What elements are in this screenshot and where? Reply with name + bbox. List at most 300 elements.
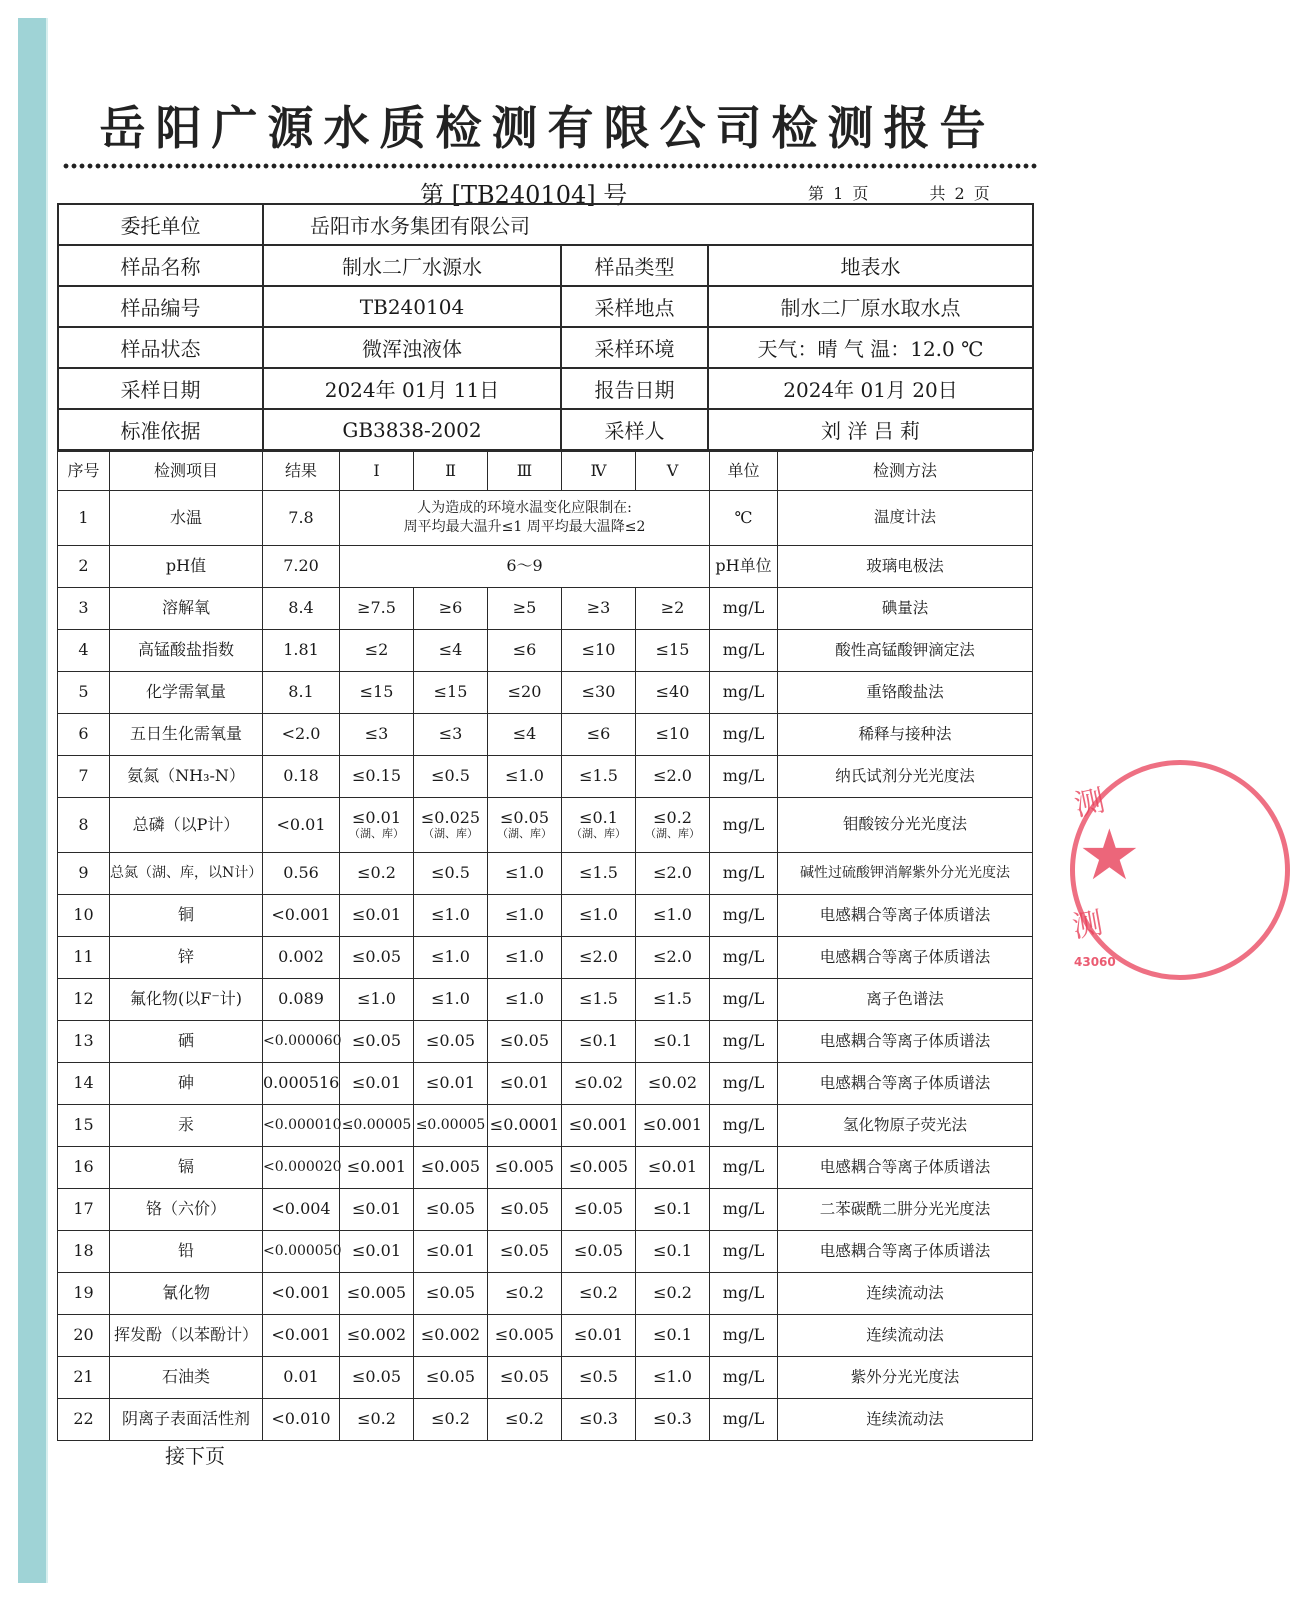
row-unit: mg/L — [710, 1273, 778, 1315]
limit-value: ≤0.025 — [420, 808, 481, 828]
row-class2-limit: ≤0.5 — [414, 756, 488, 798]
row-no: 2 — [58, 546, 110, 588]
row-result: 0.01 — [263, 1357, 340, 1399]
row-item: 硒 — [110, 1021, 263, 1063]
col-unit-header: 单位 — [710, 452, 778, 491]
row-class1-limit: ≤0.15 — [340, 756, 414, 798]
row-no: 18 — [58, 1231, 110, 1273]
sample-id-value: TB240104 — [263, 286, 561, 327]
row-method: 电感耦合等离子体质谱法 — [778, 1231, 1033, 1273]
row-item: 石油类 — [110, 1357, 263, 1399]
sampling-date-label: 采样日期 — [58, 368, 263, 409]
row-class5-limit: ≤0.2 — [636, 1273, 710, 1315]
table-header-row — [58, 452, 1033, 491]
lake-reservoir-note: （湖、库） — [423, 826, 478, 840]
row-class5-limit: ≤40 — [636, 672, 710, 714]
row-unit: mg/L — [710, 672, 778, 714]
table-row — [58, 979, 1033, 1021]
row-class4-limit: ≤1.5 — [562, 853, 636, 895]
results-table — [57, 451, 1033, 1441]
limit-value: ≤0.2 — [653, 808, 692, 828]
row-class1-limit: ≤1.0 — [340, 979, 414, 1021]
table-row — [58, 1231, 1033, 1273]
row-class1-limit: ≤0.001 — [340, 1147, 414, 1189]
sample-name-value: 制水二厂水源水 — [263, 245, 561, 286]
row-class3-limit: ≤0.05 — [488, 1189, 562, 1231]
row-class1-limit: ≤0.002 — [340, 1315, 414, 1357]
row-item: 阴离子表面活性剂 — [110, 1399, 263, 1441]
red-seal-stamp — [1069, 760, 1141, 980]
col-class4-header: Ⅳ — [562, 452, 636, 491]
row-class5-limit: ≤2.0 — [636, 937, 710, 979]
site-value: 制水二厂原水取水点 — [708, 286, 1033, 327]
row-result: <0.004 — [263, 1189, 340, 1231]
col-class5-header: Ⅴ — [636, 452, 710, 491]
table-row — [58, 546, 1033, 588]
table-row — [58, 1315, 1033, 1357]
row-class2-limit: ≤0.05 — [414, 1189, 488, 1231]
seal-text-top: 测 — [1071, 783, 1109, 824]
row-class3-limit: ≤0.005 — [488, 1315, 562, 1357]
row-class5-limit: ≤10 — [636, 714, 710, 756]
row-item: 铅 — [110, 1231, 263, 1273]
row-no: 16 — [58, 1147, 110, 1189]
row-result: 0.089 — [263, 979, 340, 1021]
seal-code: 43060 — [1074, 955, 1116, 969]
row-class4-limit: ≤0.2 — [562, 1273, 636, 1315]
row-class5-limit: ≤2.0 — [636, 853, 710, 895]
row-unit: mg/L — [710, 1357, 778, 1399]
row-class4-limit: ≤0.02 — [562, 1063, 636, 1105]
row-no: 5 — [58, 672, 110, 714]
row-class4-limit: ≤0.005 — [562, 1147, 636, 1189]
row-class3-limit: ≥5 — [488, 588, 562, 630]
row-method: 离子色谱法 — [778, 979, 1033, 1021]
row-class3-limit: ≤0.2 — [488, 1399, 562, 1441]
row-class4-limit: ≤0.05 — [562, 1189, 636, 1231]
row-result: 7.8 — [263, 491, 340, 546]
row-item: 溶解氧 — [110, 588, 263, 630]
row-class4-limit: ≤2.0 — [562, 937, 636, 979]
state-label: 样品状态 — [58, 327, 263, 368]
info-row-standard — [58, 409, 1033, 450]
sample-name-label: 样品名称 — [58, 245, 263, 286]
row-item: 化学需氧量 — [110, 672, 263, 714]
seal-star-icon: ★ — [1078, 814, 1141, 896]
row-unit: mg/L — [710, 895, 778, 937]
scan-edge-stripe — [18, 18, 46, 1583]
row-no: 22 — [58, 1399, 110, 1441]
row-class1-limit: ≤2 — [340, 630, 414, 672]
row-no: 1 — [58, 491, 110, 546]
row-class4-limit: ≤30 — [562, 672, 636, 714]
table-row — [58, 853, 1033, 895]
row-class2-limit: ≥6 — [414, 588, 488, 630]
row-class1-limit: ≤0.2 — [340, 1399, 414, 1441]
row-class4-limit: ≤6 — [562, 714, 636, 756]
table-row — [58, 630, 1033, 672]
row-unit: mg/L — [710, 714, 778, 756]
row-class3-limit: ≤6 — [488, 630, 562, 672]
row-class5-limit: ≤0.1 — [636, 1189, 710, 1231]
row-no: 8 — [58, 798, 110, 853]
row-no: 7 — [58, 756, 110, 798]
row-method: 稀释与接种法 — [778, 714, 1033, 756]
info-row-client — [58, 204, 1033, 245]
row-class4-limit — [562, 798, 636, 853]
row-no: 12 — [58, 979, 110, 1021]
row-class2-limit: ≤0.05 — [414, 1357, 488, 1399]
table-row — [58, 1357, 1033, 1399]
row-class3-limit: ≤0.2 — [488, 1273, 562, 1315]
info-row-state — [58, 327, 1033, 368]
row-item: 五日生化需氧量 — [110, 714, 263, 756]
row-method: 酸性高锰酸钾滴定法 — [778, 630, 1033, 672]
row-method: 氢化物原子荧光法 — [778, 1105, 1033, 1147]
row-unit: mg/L — [710, 1399, 778, 1441]
row-class4-limit: ≤0.1 — [562, 1021, 636, 1063]
lake-reservoir-note: （湖、库） — [497, 826, 552, 840]
row-class1-limit: ≤0.2 — [340, 853, 414, 895]
row-class2-limit — [414, 798, 488, 853]
row-method: 温度计法 — [778, 491, 1033, 546]
row-result: <0.000010 — [263, 1105, 340, 1147]
row-class3-limit: ≤0.005 — [488, 1147, 562, 1189]
row-class3-limit: ≤0.05 — [488, 1231, 562, 1273]
info-row-date — [58, 368, 1033, 409]
row-item: 氨氮（NH₃-N） — [110, 756, 263, 798]
page-edge — [46, 18, 48, 1583]
row-item: 总氮（湖、库，以N计） — [110, 853, 263, 895]
sample-id-label: 样品编号 — [58, 286, 263, 327]
dotted-divider — [62, 163, 1037, 169]
water-temp-note — [340, 491, 710, 546]
row-unit: mg/L — [710, 1021, 778, 1063]
row-class4-limit: ≤0.3 — [562, 1399, 636, 1441]
row-result: <0.001 — [263, 895, 340, 937]
col-class3-header: Ⅲ — [488, 452, 562, 491]
row-result: 0.000516 — [263, 1063, 340, 1105]
row-class2-limit: ≤1.0 — [414, 937, 488, 979]
row-method: 碱性过硫酸钾消解紫外分光光度法 — [778, 853, 1033, 895]
row-unit: mg/L — [710, 979, 778, 1021]
row-class4-limit: ≤10 — [562, 630, 636, 672]
row-class3-limit: ≤1.0 — [488, 895, 562, 937]
site-label: 采样地点 — [561, 286, 708, 327]
table-row — [58, 672, 1033, 714]
row-item: 砷 — [110, 1063, 263, 1105]
row-item: 氟化物(以F⁻计) — [110, 979, 263, 1021]
sample-info-table — [57, 203, 1034, 451]
sample-type-label: 样品类型 — [561, 245, 708, 286]
table-row — [58, 1147, 1033, 1189]
row-method: 电感耦合等离子体质谱法 — [778, 1021, 1033, 1063]
row-result: <0.000020 — [263, 1147, 340, 1189]
row-class2-limit: ≤1.0 — [414, 895, 488, 937]
row-class4-limit: ≤1.0 — [562, 895, 636, 937]
row-result: <0.001 — [263, 1315, 340, 1357]
row-class2-limit: ≤0.01 — [414, 1231, 488, 1273]
row-method: 电感耦合等离子体质谱法 — [778, 895, 1033, 937]
table-row — [58, 588, 1033, 630]
row-class5-limit: ≥2 — [636, 588, 710, 630]
row-class2-limit: ≤0.5 — [414, 853, 488, 895]
row-item: pH值 — [110, 546, 263, 588]
standard-label: 标准依据 — [58, 409, 263, 450]
row-result: <0.000050 — [263, 1231, 340, 1273]
row-result: 0.56 — [263, 853, 340, 895]
seal-text-bottom: 测 — [1069, 905, 1106, 946]
row-class5-limit: ≤0.1 — [636, 1231, 710, 1273]
table-row — [58, 1189, 1033, 1231]
state-value: 微浑浊液体 — [263, 327, 561, 368]
row-no: 13 — [58, 1021, 110, 1063]
row-result: <0.010 — [263, 1399, 340, 1441]
row-class5-limit: ≤0.1 — [636, 1021, 710, 1063]
row-unit: mg/L — [710, 1063, 778, 1105]
row-class2-limit: ≤15 — [414, 672, 488, 714]
row-result: <2.0 — [263, 714, 340, 756]
col-item-header: 检测项目 — [110, 452, 263, 491]
row-result: <0.001 — [263, 1273, 340, 1315]
row-class1-limit: ≤3 — [340, 714, 414, 756]
page-current: 第 1 页 — [808, 184, 871, 203]
row-item: 镉 — [110, 1147, 263, 1189]
row-class2-limit: ≤3 — [414, 714, 488, 756]
row-unit: mg/L — [710, 853, 778, 895]
row-class3-limit: ≤0.0001 — [488, 1105, 562, 1147]
standard-value: GB3838-2002 — [263, 409, 561, 450]
row-unit: mg/L — [710, 798, 778, 853]
table-row — [58, 798, 1033, 853]
row-class5-limit: ≤0.02 — [636, 1063, 710, 1105]
row-class3-limit: ≤0.01 — [488, 1063, 562, 1105]
table-row — [58, 756, 1033, 798]
row-result: <0.01 — [263, 798, 340, 853]
row-class5-limit — [636, 798, 710, 853]
env-value: 天气：晴 气 温：12.0 ℃ — [708, 327, 1033, 368]
row-unit: mg/L — [710, 588, 778, 630]
row-class2-limit: ≤0.05 — [414, 1021, 488, 1063]
row-no: 17 — [58, 1189, 110, 1231]
row-class3-limit: ≤0.05 — [488, 1357, 562, 1399]
row-result: <0.000060 — [263, 1021, 340, 1063]
row-class4-limit: ≤0.05 — [562, 1231, 636, 1273]
row-unit: mg/L — [710, 1315, 778, 1357]
limit-value: ≤0.05 — [499, 808, 550, 828]
row-class1-limit: ≤0.05 — [340, 1021, 414, 1063]
row-no: 11 — [58, 937, 110, 979]
row-class2-limit: ≤0.01 — [414, 1063, 488, 1105]
row-result: 1.81 — [263, 630, 340, 672]
limit-value: ≤0.01 — [351, 808, 402, 828]
row-unit: mg/L — [710, 1231, 778, 1273]
row-method: 钼酸铵分光光度法 — [778, 798, 1033, 853]
row-method: 碘量法 — [778, 588, 1033, 630]
row-class3-limit: ≤20 — [488, 672, 562, 714]
client-value: 岳阳市水务集团有限公司 — [263, 204, 1033, 245]
row-item: 水温 — [110, 491, 263, 546]
row-no: 14 — [58, 1063, 110, 1105]
row-class3-limit: ≤1.0 — [488, 937, 562, 979]
row-unit: ℃ — [710, 491, 778, 546]
row-result: 8.1 — [263, 672, 340, 714]
row-unit: mg/L — [710, 937, 778, 979]
col-method-header: 检测方法 — [778, 452, 1033, 491]
row-result: 8.4 — [263, 588, 340, 630]
continued-note: 接下页 — [165, 1444, 225, 1468]
row-unit: mg/L — [710, 1105, 778, 1147]
table-row — [58, 1021, 1033, 1063]
row-class5-limit: ≤0.1 — [636, 1315, 710, 1357]
row-class1-limit: ≤0.01 — [340, 895, 414, 937]
note-line-2: 周平均最大温升≤1 周平均最大温降≤2 — [403, 519, 646, 535]
row-class1-limit: ≥7.5 — [340, 588, 414, 630]
table-row — [58, 1063, 1033, 1105]
row-method: 重铬酸盐法 — [778, 672, 1033, 714]
table-row — [58, 895, 1033, 937]
row-class1-limit: ≤0.01 — [340, 1063, 414, 1105]
row-class3-limit: ≤1.0 — [488, 853, 562, 895]
row-class2-limit: ≤0.002 — [414, 1315, 488, 1357]
table-row — [58, 714, 1033, 756]
row-class1-limit: ≤0.01 — [340, 1231, 414, 1273]
row-class1-limit: ≤15 — [340, 672, 414, 714]
row-class4-limit: ≤1.5 — [562, 756, 636, 798]
row-item: 铬（六价） — [110, 1189, 263, 1231]
row-no: 3 — [58, 588, 110, 630]
row-method: 连续流动法 — [778, 1273, 1033, 1315]
row-class3-limit — [488, 798, 562, 853]
row-item: 挥发酚（以苯酚计） — [110, 1315, 263, 1357]
row-class4-limit: ≥3 — [562, 588, 636, 630]
row-class5-limit: ≤1.0 — [636, 1357, 710, 1399]
row-result: 0.18 — [263, 756, 340, 798]
table-row — [58, 1273, 1033, 1315]
page-indicator — [808, 181, 992, 204]
row-method: 连续流动法 — [778, 1315, 1033, 1357]
lake-reservoir-note: （湖、库） — [349, 826, 404, 840]
row-class1-limit: ≤0.01 — [340, 1189, 414, 1231]
row-no: 9 — [58, 853, 110, 895]
row-no: 19 — [58, 1273, 110, 1315]
col-class2-header: Ⅱ — [414, 452, 488, 491]
ph-range: 6～9 — [340, 546, 710, 588]
report-number: 第 [TB240104] 号 — [420, 181, 628, 209]
sampler-value: 刘 洋 吕 莉 — [708, 409, 1033, 450]
row-no: 10 — [58, 895, 110, 937]
row-unit: mg/L — [710, 630, 778, 672]
row-no: 21 — [58, 1357, 110, 1399]
row-item: 铜 — [110, 895, 263, 937]
col-no-header: 序号 — [58, 452, 110, 491]
row-unit: mg/L — [710, 756, 778, 798]
row-class1-limit: ≤0.05 — [340, 1357, 414, 1399]
row-class3-limit: ≤1.0 — [488, 756, 562, 798]
row-class1-limit — [340, 798, 414, 853]
row-class5-limit: ≤2.0 — [636, 756, 710, 798]
row-class2-limit: ≤4 — [414, 630, 488, 672]
row-class2-limit: ≤1.0 — [414, 979, 488, 1021]
row-no: 6 — [58, 714, 110, 756]
col-result-header: 结果 — [263, 452, 340, 491]
row-no: 4 — [58, 630, 110, 672]
limit-value: ≤0.1 — [579, 808, 618, 828]
row-method: 连续流动法 — [778, 1399, 1033, 1441]
report-title: 岳阳广源水质检测有限公司检测报告 — [99, 101, 996, 155]
row-class4-limit: ≤1.5 — [562, 979, 636, 1021]
row-class4-limit: ≤0.01 — [562, 1315, 636, 1357]
row-class5-limit: ≤0.01 — [636, 1147, 710, 1189]
row-no: 15 — [58, 1105, 110, 1147]
table-row — [58, 937, 1033, 979]
env-label: 采样环境 — [561, 327, 708, 368]
row-class1-limit: ≤0.005 — [340, 1273, 414, 1315]
sampling-date-value: 2024年 01月 11日 — [263, 368, 561, 409]
row-class4-limit: ≤0.001 — [562, 1105, 636, 1147]
report-date-value: 2024年 01月 20日 — [708, 368, 1033, 409]
sample-type-value: 地表水 — [708, 245, 1033, 286]
sampler-label: 采样人 — [561, 409, 708, 450]
row-class2-limit: ≤0.00005 — [414, 1105, 488, 1147]
note-line-1: 人为造成的环境水温变化应限制在: — [417, 500, 632, 517]
row-class4-limit: ≤0.5 — [562, 1357, 636, 1399]
row-class5-limit: ≤0.3 — [636, 1399, 710, 1441]
info-row-sample-name — [58, 245, 1033, 286]
row-method: 电感耦合等离子体质谱法 — [778, 1147, 1033, 1189]
row-method: 二苯碳酰二肼分光光度法 — [778, 1189, 1033, 1231]
row-class5-limit: ≤1.5 — [636, 979, 710, 1021]
lake-reservoir-note: （湖、库） — [645, 826, 700, 840]
row-unit: pH单位 — [710, 546, 778, 588]
row-item: 总磷（以P计） — [110, 798, 263, 853]
row-class3-limit: ≤0.05 — [488, 1021, 562, 1063]
row-class2-limit: ≤0.2 — [414, 1399, 488, 1441]
client-label: 委托单位 — [58, 204, 263, 245]
row-item: 汞 — [110, 1105, 263, 1147]
row-method: 电感耦合等离子体质谱法 — [778, 1063, 1033, 1105]
table-row — [58, 1105, 1033, 1147]
row-class1-limit: ≤0.00005 — [340, 1105, 414, 1147]
row-item: 高锰酸盐指数 — [110, 630, 263, 672]
page-total: 共 2 页 — [929, 184, 992, 203]
row-result: 7.20 — [263, 546, 340, 588]
row-method: 电感耦合等离子体质谱法 — [778, 937, 1033, 979]
row-item: 锌 — [110, 937, 263, 979]
row-class1-limit: ≤0.05 — [340, 937, 414, 979]
row-unit: mg/L — [710, 1147, 778, 1189]
row-class3-limit: ≤1.0 — [488, 979, 562, 1021]
row-method: 纳氏试剂分光光度法 — [778, 756, 1033, 798]
report-date-label: 报告日期 — [561, 368, 708, 409]
row-class5-limit: ≤1.0 — [636, 895, 710, 937]
row-class5-limit: ≤0.001 — [636, 1105, 710, 1147]
row-class2-limit: ≤0.05 — [414, 1273, 488, 1315]
row-result: 0.002 — [263, 937, 340, 979]
row-class3-limit: ≤4 — [488, 714, 562, 756]
row-unit: mg/L — [710, 1189, 778, 1231]
row-class5-limit: ≤15 — [636, 630, 710, 672]
info-row-sample-id — [58, 286, 1033, 327]
row-method: 紫外分光光度法 — [778, 1357, 1033, 1399]
row-no: 20 — [58, 1315, 110, 1357]
row-item: 氰化物 — [110, 1273, 263, 1315]
table-row — [58, 1399, 1033, 1441]
lake-reservoir-note: （湖、库） — [571, 826, 626, 840]
row-class2-limit: ≤0.005 — [414, 1147, 488, 1189]
col-class1-header: Ⅰ — [340, 452, 414, 491]
table-row — [58, 491, 1033, 546]
